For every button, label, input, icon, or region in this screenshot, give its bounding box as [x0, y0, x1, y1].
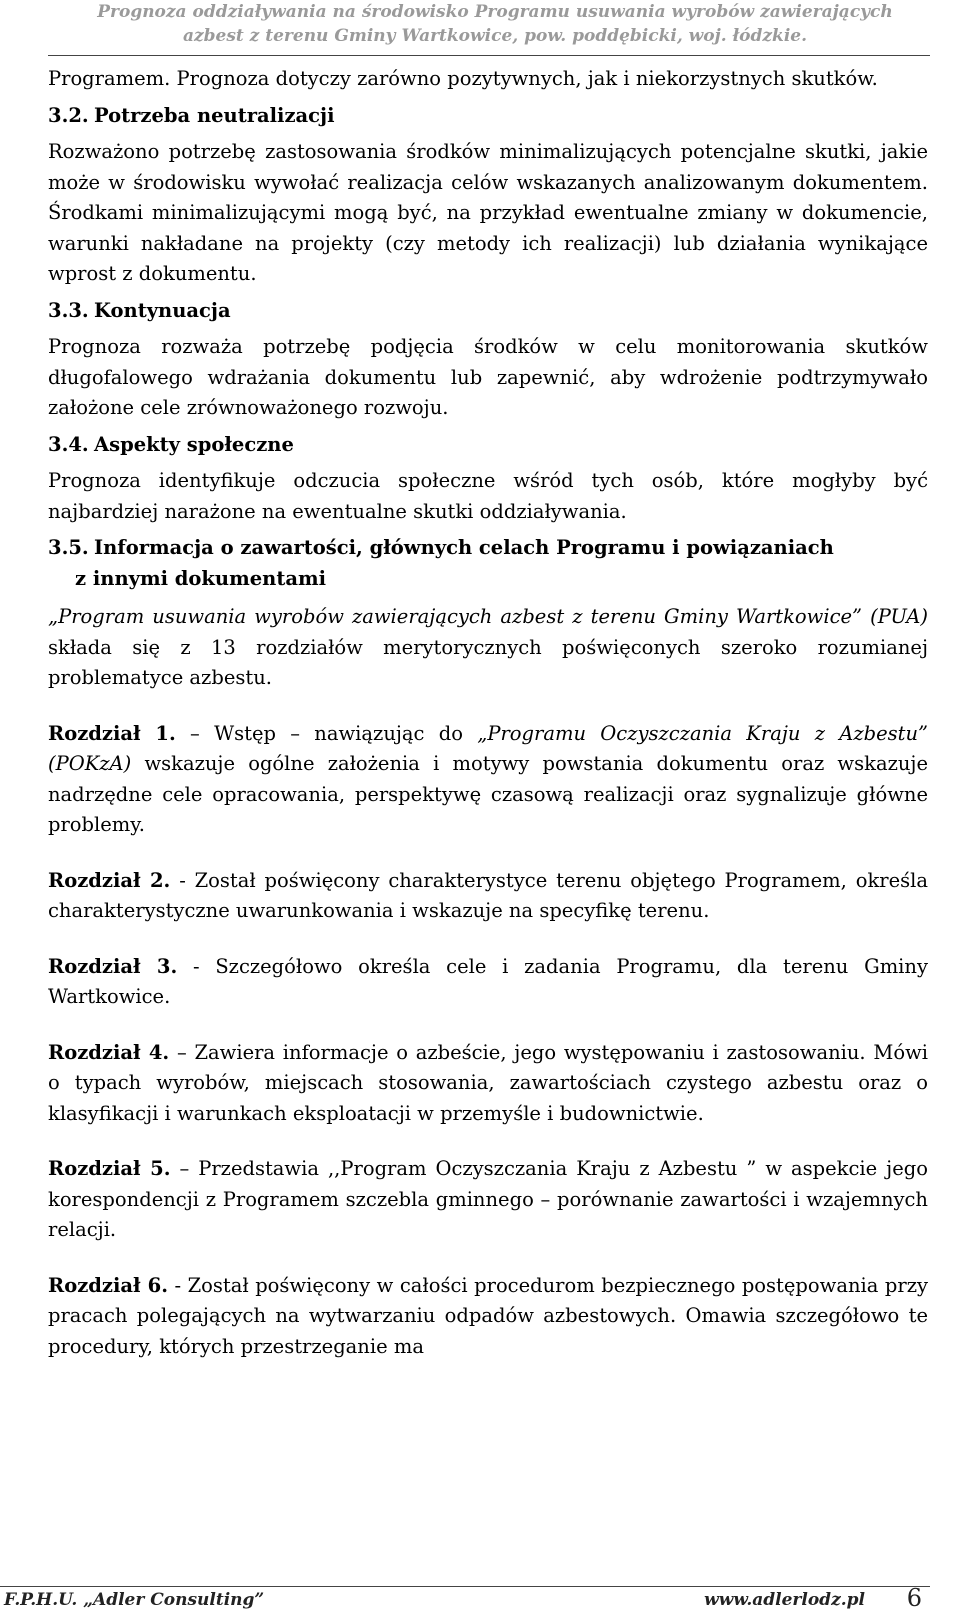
- section-3-2-paragraph: Rozważono potrzebę zastosowania środków minimalizujących potencjalne skutki, jakie może w środowisku wywołać realizacja celów wskazanych analizowanym dokumentem. Środkami minimalizującymi mogą być, na przykład ewentualne zmiany w dokumencie, warunki nakładane na projekty (czy metody ich realizacji) lub działania wynikające wprost z dokumentu.: [48, 140, 928, 285]
- chapter-label: Rozdział 5.: [48, 1157, 171, 1180]
- chapter-reference: „Programu Oczyszczania Kraju z Azbestu” (POKzA): [48, 721, 929, 775]
- section-3-4-paragraph: Prognoza identyfikuje odczucia społeczne wśród tych osób, które mogłyby być najbardziej narażone na ewentualne skutki oddziaływania.: [48, 469, 928, 523]
- chapter-label: Rozdział 3.: [48, 954, 178, 978]
- program-title: „Program usuwania wyrobów zawierających azbest z terenu Gminy Wartkowice” (PUA): [48, 605, 928, 628]
- spacer: [48, 1129, 928, 1154]
- header-divider: [48, 55, 930, 56]
- section-heading-3-5: [48, 533, 928, 564]
- page-number: 6: [906, 1584, 922, 1612]
- spacer: [48, 927, 928, 952]
- section-title: Kontynuacja: [94, 298, 231, 322]
- header-line-1: Prognoza oddziaływania na środowisko Programu usuwania wyrobów zawierających: [97, 2, 893, 22]
- chapter-2-paragraph: [48, 866, 928, 927]
- section-title-continuation: z innymi dokumentami: [75, 566, 327, 590]
- chapter-3-paragraph: [48, 952, 928, 1013]
- spacer: [48, 841, 928, 866]
- section-heading-3-4: [48, 430, 928, 461]
- section-title: Aspekty społeczne: [94, 432, 294, 456]
- section-title: Potrzeba neutralizacji: [94, 103, 335, 127]
- page-body: [48, 64, 928, 1362]
- chapter-text: - Został poświęcony charakterystyce terenu objętego Programem, określa charakterystyczne uwarunkowania i wskazuje na specyfikę terenu.: [48, 868, 929, 922]
- section-number: 3.3.: [48, 298, 89, 322]
- section-heading-3-3: [48, 296, 928, 327]
- intro-paragraph: Programem. Prognoza dotyczy zarówno pozytywnych, jak i niekorzystnych skutków.: [48, 67, 878, 90]
- spacer: [48, 1013, 928, 1038]
- chapter-text: - Szczegółowo określa cele i zadania Programu, dla terenu Gminy Wartkowice.: [48, 954, 928, 1008]
- section-title: Informacja o zawartości, głównych celach Programu i powiązaniach: [94, 536, 834, 559]
- chapter-text: – Wstęp – nawiązując do: [175, 721, 478, 745]
- section-3-3-paragraph: Prognoza rozważa potrzebę podjęcia środków w celu monitorowania skutków długofalowego wdrażania dokumentu lub zapewnić, aby wdrożenie podtrzymywało założone cele zrównoważonego rozwoju.: [48, 335, 928, 419]
- chapter-text-continued: wskazuje ogólne założenia i motywy powstania dokumentu oraz wskazuje nadrzędne cele opracowania, perspektywę czasową realizacji oraz sygnalizuje główne problemy.: [48, 752, 928, 836]
- section-number: 3.2.: [48, 103, 89, 127]
- section-heading-3-2: [48, 101, 928, 132]
- page-header: [60, 0, 930, 48]
- section-number: 3.5.: [48, 536, 89, 559]
- chapter-4-paragraph: [48, 1038, 928, 1130]
- chapter-text: – Zawiera informacje o azbeście, jego występowaniu i zastosowaniu. Mówi o typach wyrobów, miejscach stosowania, zawartościach czystego azbestu oraz o klasyfikacji i warunkach eksploatacji w przemyśle i budownictwie.: [48, 1040, 928, 1125]
- chapter-text: – Przedstawia ,,Program Oczyszczania Kraju z Azbestu ” w aspekcie jego korespondencji z Programem szczebla gminnego – porównanie zawartości i wzajemnych relacji.: [48, 1157, 928, 1241]
- spacer: [48, 694, 928, 719]
- footer-company: F.P.H.U. „Adler Consulting”: [4, 1590, 265, 1610]
- spacer: [48, 1246, 928, 1271]
- chapter-1-paragraph: [48, 719, 928, 841]
- section-number: 3.4.: [48, 432, 89, 456]
- chapter-label: Rozdział 6.: [48, 1273, 168, 1297]
- chapter-5-paragraph: [48, 1154, 928, 1246]
- footer-website: www.adlerlodz.pl: [704, 1590, 865, 1610]
- chapter-label: Rozdział 4.: [48, 1040, 170, 1064]
- chapter-label: Rozdział 1.: [48, 721, 176, 745]
- header-line-2: azbest z terenu Gminy Wartkowice, pow. poddębicki, woj. łódzkie.: [182, 26, 808, 46]
- program-text: składa się z 13 rozdziałów merytorycznych poświęconych szeroko rozumianej problematyce azbestu.: [48, 635, 928, 689]
- chapter-text: - Został poświęcony w całości procedurom bezpiecznego postępowania przy pracach polegających na wytwarzaniu odpadów azbestowych. Omawia szczegółowo te procedury, których przestrzeganie ma: [48, 1273, 928, 1358]
- chapter-6-paragraph: [48, 1271, 928, 1363]
- chapter-label: Rozdział 2.: [48, 868, 171, 892]
- footer-divider: [0, 1586, 930, 1587]
- program-description: [48, 602, 928, 694]
